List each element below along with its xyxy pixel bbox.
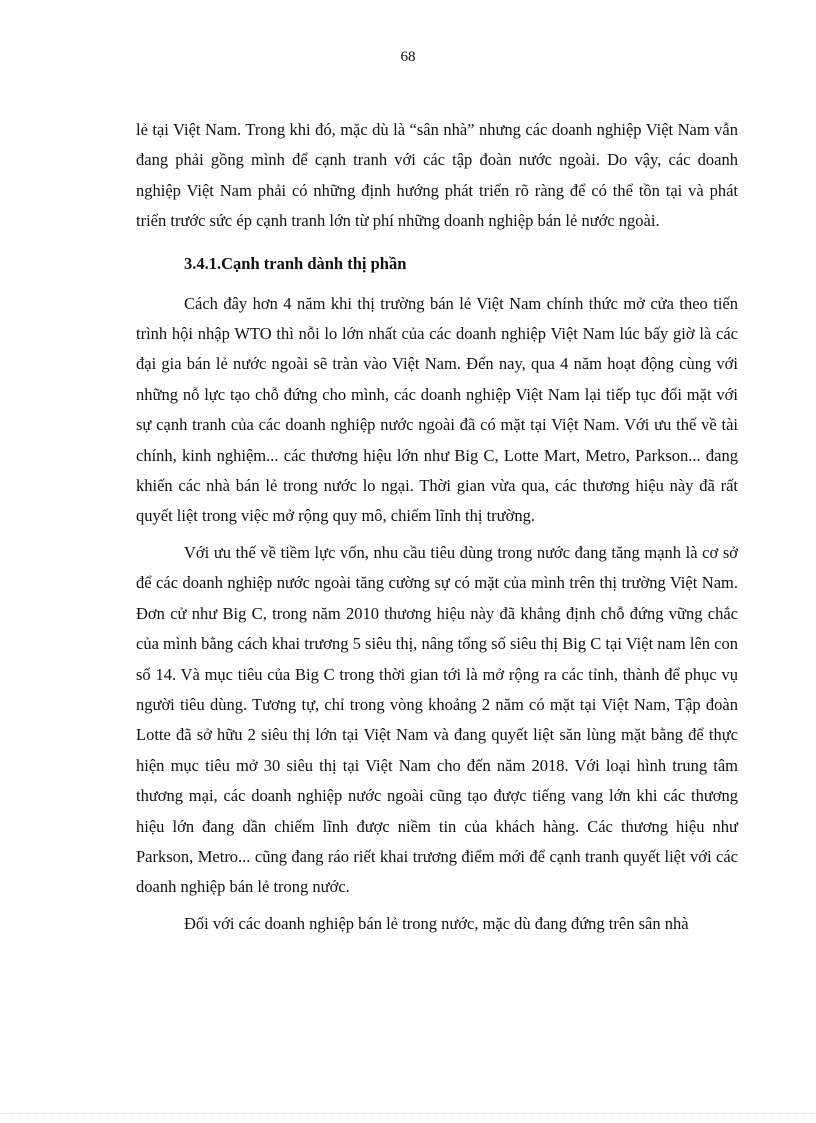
page-number: 68 xyxy=(400,49,416,65)
page-bottom-border xyxy=(0,1113,816,1114)
document-body xyxy=(136,115,738,939)
body-paragraph-3: Đối với các doanh nghiệp bán lẻ trong nước, mặc dù đang đứng trên sân nhà xyxy=(184,913,689,933)
section-heading: 3.4.1.Cạnh tranh dành thị phần xyxy=(184,253,407,273)
body-paragraph-1: Cách đây hơn 4 năm khi thị trường bán lẻ Việt Nam chính thức mở cửa theo tiến trình hội nhập WTO thì nỗi lo lớn nhất của các doanh nghiệp Việt Nam lúc bấy giờ là các đại gia bán lẻ nước ngoài sẽ tràn vào Việt Nam. Đến nay, qua 4 năm hoạt động cùng với những nỗ lực tạo chỗ đứng cho mình, các doanh nghiệp Việt Nam lại tiếp tục đối mặt với sự cạnh tranh của các doanh nghiệp nước ngoài đã có mặt tại Việt Nam. Với ưu thế về tài chính, kinh nghiệm... các thương hiệu lớn như Big C, Lotte Mart, Metro, Parkson... đang khiến các nhà bán lẻ trong nước lo ngại. Thời gian vừa qua, các thương hiệu này đã rất quyết liệt trong việc mở rộng quy mô, chiếm lĩnh thị trường. xyxy=(136,293,738,526)
intro-paragraph: lẻ tại Việt Nam. Trong khi đó, mặc dù là “sân nhà” nhưng các doanh nghiệp Việt Nam vẫn đang phải gồng mình để cạnh tranh với các tập đoàn nước ngoài. Do vậy, các doanh nghiệp Việt Nam phải có những định hướng phát triển rõ ràng để có thể tồn tại và phát triển trước sức ép cạnh tranh lớn từ phí những doanh nghiệp bán lẻ nước ngoài. xyxy=(136,120,738,231)
body-paragraph-2: Với ưu thế về tiềm lực vốn, nhu cầu tiêu dùng trong nước đang tăng mạnh là cơ sở để các doanh nghiệp nước ngoài tăng cường sự có mặt của mình trên thị trường Việt Nam. Đơn cử như Big C, trong năm 2010 thương hiệu này đã khẳng định chỗ đứng vững chắc của mình bằng cách khai trương 5 siêu thị, nâng tổng số siêu thị Big C tại Việt nam lên con số 14. Và mục tiêu của Big C trong thời gian tới là mở rộng ra các tỉnh, thành để phục vụ người tiêu dùng. Tương tự, chỉ trong vòng khoảng 2 năm có mặt tại Việt Nam, Tập đoàn Lotte đã sở hữu 2 siêu thị lớn tại Việt Nam và đang quyết liệt săn lùng mặt bằng để thực hiện mục tiêu mở 30 siêu thị tại Việt Nam cho đến năm 2018. Với loại hình trung tâm thương mại, các doanh nghiệp nước ngoài cũng tạo được tiếng vang lớn khi các thương hiệu lớn đang dần chiếm lĩnh được niềm tin của khách hàng. Các thương hiệu như Parkson, Metro... cũng đang ráo riết khai trương điểm mới để cạnh tranh quyết liệt với các doanh nghiệp bán lẻ trong nước. xyxy=(136,542,738,897)
